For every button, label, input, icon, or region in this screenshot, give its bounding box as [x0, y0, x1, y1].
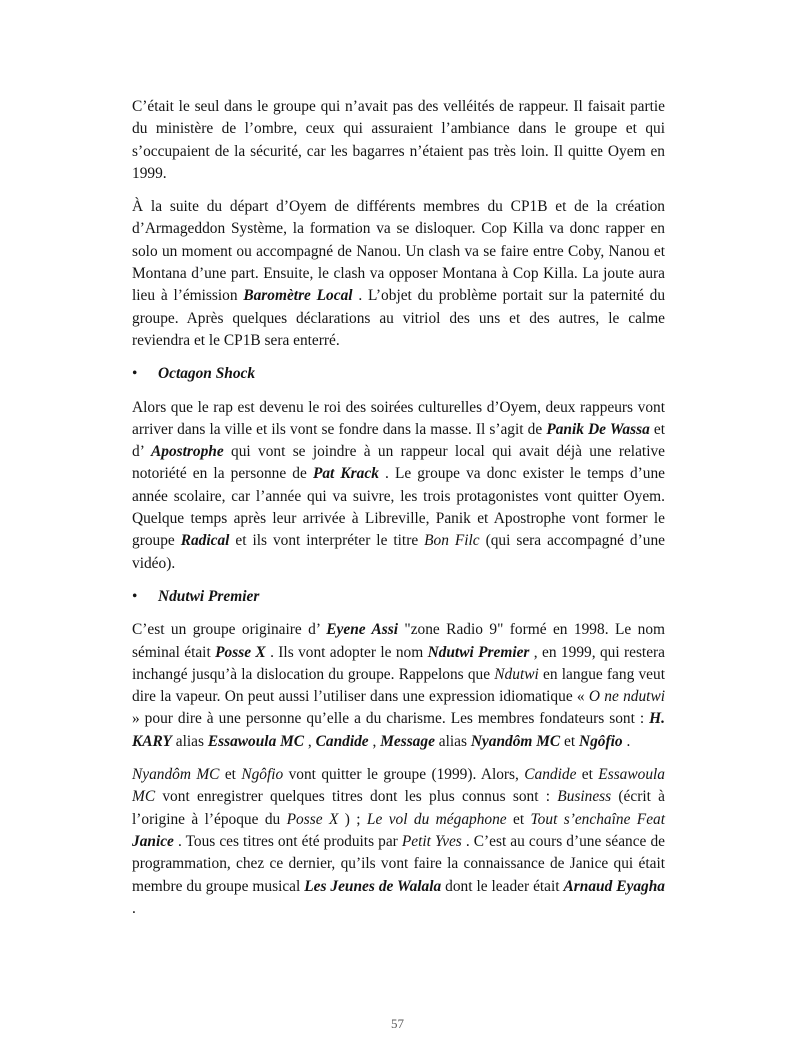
bullet-octagon-shock	[132, 363, 665, 385]
page-number: 57	[391, 1016, 404, 1031]
italic-tout-senchaine: Tout s’enchaîne Feat	[530, 810, 665, 828]
emphasis-nyandom-mc: Nyandôm MC	[470, 732, 561, 750]
emphasis-candide: Candide	[315, 732, 369, 750]
paragraph-2: À la suite du départ d’Oyem de différents membres du CP1B et de la création d’Armageddon Système, la formation va se disloquer. Cop Killa va donc rapper en solo un moment ou accompagné de Nanou. Un clash va se faire entre Coby, Nanou et Montana d’une part. Ensuite, le clash va opposer Montana à Cop Killa. La joute aura lieu à l’émission Baromètre Local . L’objet du problème portait sur la paternité du groupe. Après quelques déclarations au vitriol des uns et des autres, le calme reviendra et le CP1B sera enterré.	[132, 198, 666, 349]
emphasis-ngofio: Ngôfio	[579, 732, 623, 750]
emphasis-radical: Radical	[180, 532, 230, 550]
bullet-icon: •	[132, 587, 138, 605]
bullet-ndutwi-premier	[132, 586, 665, 608]
section-heading: Octagon Shock	[158, 365, 256, 383]
italic-business: Business	[557, 788, 612, 806]
emphasis-barometre-local: Baromètre Local	[243, 287, 353, 305]
emphasis-posse-x: Posse X	[215, 643, 266, 661]
italic-nyandom-mc: Nyandôm MC	[132, 766, 220, 784]
paragraph-5: Nyandôm MC et Ngôfio vont quitter le groupe (1999). Alors, Candide et Essawoula MC vont enregistrer quelques titres dont les plus connus sont : Business (écrit à l’origine à l’époque du Posse X ) ; Le vol du mégaphone et Tout s’enchaîne Feat Janice . Tous ces titres ont été produits par Petit Yves . C’est au cours d’une séance de programmation, chez ce dernier, qu’ils vont faire la connaissance de Janice qui était membre du groupe musical Les Jeunes de Walala dont le leader était Arnaud Eyagha .	[132, 766, 665, 917]
italic-o-ne-ndutwi: O ne ndutwi	[588, 688, 665, 706]
emphasis-janice: Janice	[132, 832, 174, 850]
page-body	[132, 96, 665, 931]
italic-candide: Candide	[524, 766, 577, 784]
emphasis-eyene-assi: Eyene Assi	[326, 621, 398, 639]
italic-ngofio: Ngôfio	[241, 766, 284, 784]
italic-bon-filc: Bon Filc	[424, 532, 480, 550]
paragraph-4: C’est un groupe originaire d’ Eyene Assi "zone Radio 9" formé en 1998. Le nom séminal était Posse X . Ils vont adopter le nom Ndutwi Premier , en 1999, qui restera inchangé jusqu’à la dislocation du groupe. Rappelons que Ndutwi en langue fang veut dire la vapeur. On peut aussi l’utiliser dans une expression idiomatique « O ne ndutwi » pour dire à une personne qu’elle a du charisme. Les membres fondateurs sont : H. KARY alias Essawoula MC , Candide , Message alias Nyandôm MC et Ngôfio .	[132, 621, 666, 750]
emphasis-h-kary: H. KARY	[132, 710, 665, 750]
italic-posse-x: Posse X	[286, 810, 339, 828]
section-heading: Ndutwi Premier	[158, 587, 260, 605]
italic-essawoula-mc: Essawoula MC	[132, 766, 665, 806]
italic-petit-yves: Petit Yves	[401, 832, 462, 850]
emphasis-arnaud-eyagha: Arnaud Eyagha	[563, 877, 665, 895]
paragraph-3: Alors que le rap est devenu le roi des soirées culturelles d’Oyem, deux rappeurs vont arriver dans la ville et ils vont se fondre dans la masse. Il s’agit de Panik De Wassa et d’ Apostrophe qui vont se joindre à un rappeur local qui avait déjà une relative notoriété en la personne de Pat Krack . Le groupe va donc exister le temps d’une année scolaire, car l’année qui va suivre, les trois protagonistes vont quitter Oyem. Quelque temps après leur arrivée à Libreville, Panik et Apostrophe vont former le groupe Radical et ils vont interpréter le titre Bon Filc (qui sera accompagné d’une vidéo).	[132, 398, 666, 572]
emphasis-message: Message	[380, 732, 435, 750]
emphasis-essawoula-mc: Essawoula MC	[207, 732, 305, 750]
emphasis-les-jeunes-de-walala: Les Jeunes de Walala	[304, 877, 442, 895]
emphasis-ndutwi-premier: Ndutwi Premier	[427, 643, 530, 661]
emphasis-panik-de-wassa: Panik De Wassa	[546, 420, 650, 438]
italic-ndutwi: Ndutwi	[494, 665, 539, 683]
emphasis-pat-krack: Pat Krack	[312, 465, 379, 483]
emphasis-apostrophe: Apostrophe	[151, 443, 224, 461]
bullet-icon: •	[132, 365, 138, 383]
italic-le-vol-du-megaphone: Le vol du mégaphone	[366, 810, 507, 828]
paragraph-1: C’était le seul dans le groupe qui n’avait pas des velléités de rappeur. Il faisait partie du ministère de l’ombre, ceux qui assuraient l’ambiance dans le groupe et qui s’occupaient de la sécurité, car les bagarres n’étaient pas très loin. Il quitte Oyem en 1999.	[132, 98, 665, 182]
